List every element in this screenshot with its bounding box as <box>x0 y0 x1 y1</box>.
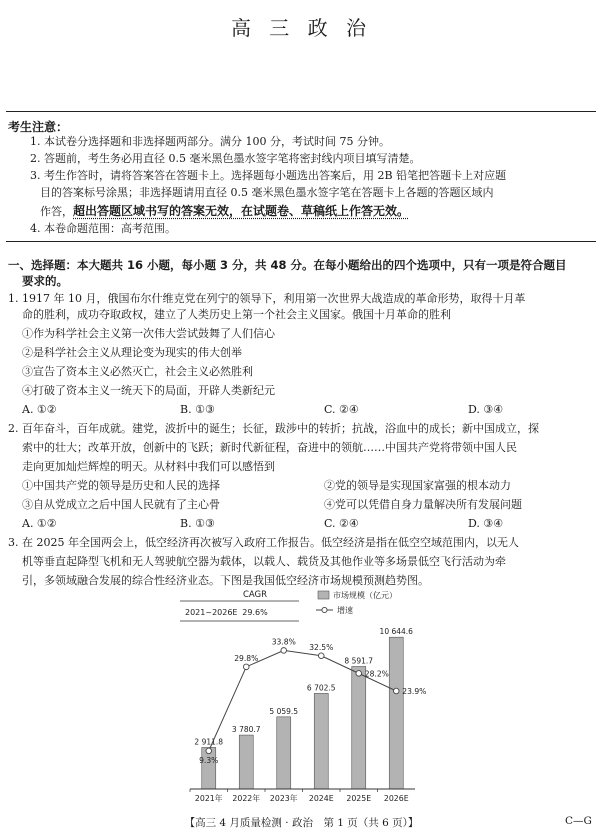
q1-item-3: ③宣告了资本主义必然灭亡，社会主义必然胜利 <box>22 365 253 378</box>
bar-value-label-6: 10 644.6 <box>379 627 413 637</box>
q1-item-1: ①作为科学社会主义第一次伟大尝试鼓舞了人们信心 <box>22 327 275 340</box>
bar-4 <box>314 693 328 789</box>
x-tick-label-3: 2023年 <box>269 794 298 803</box>
notice-item-4: 4. 本卷命题范围：高考范围。 <box>30 222 176 235</box>
growth-rate-point-1 <box>206 748 212 754</box>
notice-divider <box>6 241 596 242</box>
bar-value-label-3: 5 059.5 <box>269 706 299 716</box>
bar-5 <box>352 666 366 789</box>
cagr-table-row-label: 2021~2026E <box>185 608 238 617</box>
growth-rate-point-6 <box>393 688 399 694</box>
growth-rate-point-4 <box>318 653 324 659</box>
x-tick-label-5: 2025E <box>346 794 372 803</box>
bar-value-label-4: 6 702.5 <box>306 683 336 693</box>
q2-option-c[interactable]: C. ②④ <box>324 517 359 530</box>
notice-item-2: 2. 答题前，考生务必用直径 0.5 毫米黑色墨水签字笔将密封线内项目填写清楚。 <box>30 152 421 165</box>
x-tick-label-2: 2022年 <box>232 794 261 803</box>
notice-item-3-tail: 作答， <box>40 205 73 218</box>
q2-option-a[interactable]: A. ①② <box>22 517 57 530</box>
footer-page-info: 【高三 4 月质量检测 · 政治 第 1 页（共 6 页）】 <box>184 817 419 829</box>
q2-stem: 2. 百年奋斗，百年成就。建党，波折中的诞生；长征，跋涉中的转折；抗战，浴血中的成长；新中国成立，探 <box>8 422 539 435</box>
q1-option-d[interactable]: D. ③④ <box>468 403 504 416</box>
growth-rate-line <box>209 650 397 750</box>
header-divider <box>6 111 596 112</box>
exam-title: 高 三 政 治 <box>230 16 373 40</box>
q1-option-c[interactable]: C. ②④ <box>324 403 359 416</box>
q2-option-d[interactable]: D. ③④ <box>468 517 504 530</box>
bar-3 <box>277 717 291 789</box>
q2-item-1: ①中国共产党的领导是历史和人民的选择 <box>22 479 220 492</box>
notice-item-3: 3. 考生作答时，请将答案答在答题卡上。选择题每小题选出答案后，用 2B 铅笔把答题卡上对应题 <box>30 169 507 182</box>
notice-item-3-cont: 目的答案标号涂黑；非选择题请用直径 0.5 毫米黑色墨水签字笔在答题卡上各题的答题区域内 <box>40 186 494 199</box>
bar-6 <box>389 637 403 789</box>
market-size-chart <box>175 585 445 808</box>
growth-rate-label-4: 32.5% <box>309 642 334 652</box>
notice-item-3-end <box>40 203 409 220</box>
q2-item-4: ④党可以凭借自身力量解决所有发展问题 <box>324 498 522 511</box>
cagr-table <box>180 590 299 621</box>
growth-rate-label-5: 28.2% <box>364 669 389 679</box>
q2-stem-cont-1: 索中的壮大；改革开放，创新中的飞跃；新时代新征程，奋进中的领航……中国共产党将带领中国人民 <box>22 441 517 454</box>
growth-rate-point-2 <box>243 664 249 670</box>
q3-stem-cont-2: 引，多领域融合发展的综合性经济业态。下图是我国低空经济市场规模预测趋势图。 <box>22 574 429 587</box>
bar-value-label-1: 2 911.8 <box>194 737 224 747</box>
growth-rate-label-6: 23.9% <box>402 687 427 697</box>
bar-value-label-5: 8 591.7 <box>344 656 374 666</box>
bar-value-label-2: 3 780.7 <box>231 725 261 735</box>
q3-stem-cont-1: 机等垂直起降型飞机和无人驾驶航空器为载体，以载人、载货及其他作业等多场景低空飞行活动为牵 <box>22 555 506 568</box>
q1-stem: 1. 1917 年 10 月，俄国布尔什维克党在列宁的领导下，利用第一次世界大战造成的革命形势，取得十月革 <box>8 292 526 305</box>
q1-stem-cont: 命的胜利，成功夺取政权，建立了人类历史上第一个社会主义国家。俄国十月革命的胜利 <box>22 308 451 321</box>
footer-paper-code: C—G <box>565 815 592 827</box>
growth-rate-point-3 <box>281 648 287 654</box>
section-1-heading-cont: 要求的。 <box>22 274 68 288</box>
q2-item-2: ②党的领导是实现国家富强的根本动力 <box>324 479 511 492</box>
x-tick-label-6: 2026E <box>383 794 409 803</box>
legend-line-marker <box>322 607 327 612</box>
growth-rate-label-3: 33.8% <box>271 637 296 647</box>
cagr-table-header: CAGR <box>242 590 268 600</box>
q1-item-2: ②是科学社会主义从理论变为现实的伟大创举 <box>22 346 242 359</box>
cagr-table-row-value: 29.6% <box>242 608 268 617</box>
growth-rate-point-5 <box>356 671 362 677</box>
notice-warning: 超出答题区域书写的答案无效，在试题卷、草稿纸上作答无效。 <box>73 204 410 218</box>
bar-2 <box>239 735 253 789</box>
legend-line-label: 增速 <box>337 606 353 615</box>
notice-item-1: 1. 本试卷分选择题和非选择题两部分。满分 100 分，考试时间 75 分钟。 <box>30 135 390 148</box>
growth-rate-label-1: 9.3% <box>199 755 219 765</box>
q1-option-a[interactable]: A. ①② <box>22 403 57 416</box>
q3-stem: 3. 在 2025 年全国两会上，低空经济再次被写入政府工作报告。低空经济是指在低空空域范围内，以无人 <box>8 536 519 549</box>
chart-legend <box>316 590 397 615</box>
q2-option-b[interactable]: B. ①③ <box>180 517 215 530</box>
legend-bar-swatch <box>318 591 329 599</box>
section-1-heading: 一、选择题：本大题共 16 小题，每小题 3 分，共 48 分。在每小题给出的四个选项中，只有一项是符合题目 <box>8 258 567 272</box>
q2-item-3: ③自从党成立之后中国人民就有了主心骨 <box>22 498 220 511</box>
growth-rate-label-2: 29.8% <box>234 653 259 663</box>
x-tick-label-1: 2021年 <box>194 794 223 803</box>
q1-item-4: ④打破了资本主义一统天下的局面，开辟人类新纪元 <box>22 384 275 397</box>
legend-bar-label: 市场规模（亿元） <box>333 591 397 600</box>
q2-stem-cont-2: 走向更加灿烂辉煌的明天。从材料中我们可以感悟到 <box>22 460 275 473</box>
q1-option-b[interactable]: B. ①③ <box>180 403 215 416</box>
notice-heading: 考生注意： <box>8 120 69 134</box>
x-tick-label-4: 2024E <box>308 794 334 803</box>
